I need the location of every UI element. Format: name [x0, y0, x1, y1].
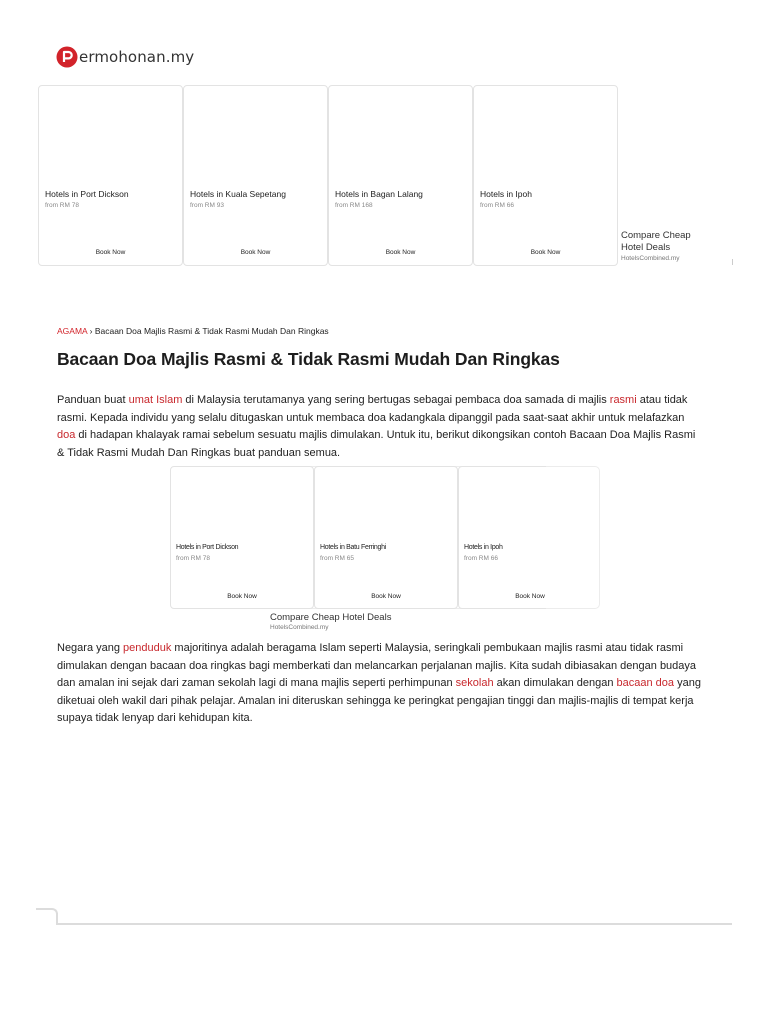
paragraph-text: Negara yang [57, 642, 124, 654]
compare-deals-source: HotelsCombined.my [270, 624, 329, 631]
paragraph-text: atau tidak rasmi. Kepada individu yang selalu ditugaskan untuk membaca doa kadangkala dipanggil pada saat-saat akhir untuk melafazkan [57, 394, 688, 424]
compare-deals-title: Compare Cheap Hotel Deals [270, 612, 392, 623]
breadcrumb-category-link[interactable]: AGAMA [57, 326, 88, 336]
site-logo[interactable] [56, 44, 194, 70]
inline-link-penduduk[interactable]: penduduk [123, 642, 172, 654]
paragraph-text: Panduan buat [57, 394, 129, 406]
hotel-price: from RM 78 [176, 555, 210, 562]
compare-deals-source: HotelsCombined.my [621, 255, 680, 262]
hotel-price: from RM 66 [464, 555, 498, 562]
hotel-ad-card[interactable] [314, 466, 458, 609]
hotel-ad-card[interactable] [170, 466, 314, 609]
compare-deals-link[interactable] [621, 230, 731, 266]
hotel-ad-card[interactable] [458, 466, 546, 609]
hotel-image-placeholder [184, 86, 327, 182]
hotel-ad-card[interactable] [473, 85, 618, 266]
paragraph-text: yang diketuai oleh wakil dari pihak pelajar. Amalan ini diteruskan sehingga ke peringkat pengajian tinggi dan majlis-majlis di tempat kerja supaya tidak lenyap dari kehidupan kita. [57, 677, 701, 724]
book-now-button[interactable]: Book Now [227, 593, 257, 600]
bottom-panel-tab[interactable] [36, 908, 58, 925]
hotel-image-placeholder [474, 86, 617, 182]
book-now-button[interactable]: Book Now [240, 249, 271, 256]
hotel-ad-card[interactable] [328, 85, 473, 266]
book-now-button[interactable]: Book Now [385, 249, 416, 256]
breadcrumb-separator: › [89, 326, 93, 336]
inline-link-sekolah[interactable]: sekolah [455, 677, 494, 689]
hotel-image-placeholder [39, 86, 182, 182]
compare-deals-link[interactable] [270, 612, 391, 631]
hotel-name: Hotels in Kuala Sepetang [190, 189, 286, 199]
hotel-price: from RM 168 [335, 202, 373, 209]
hotel-ad-strip-top [38, 85, 618, 266]
inline-link-umat-islam[interactable]: umat Islam [128, 394, 183, 406]
book-now-button[interactable]: Book Now [95, 249, 126, 256]
hotel-name: Hotels in Bagan Lalang [335, 189, 423, 199]
article-title: Bacaan Doa Majlis Rasmi & Tidak Rasmi Mudah Dan Ringkas [57, 349, 560, 369]
logo-text: ermohonan.my [79, 48, 195, 66]
book-now-button[interactable]: Book Now [515, 593, 545, 600]
inline-link-doa[interactable]: doa [57, 429, 76, 441]
book-now-button[interactable]: Book Now [371, 593, 401, 600]
article-paragraph-intro [57, 392, 705, 462]
compare-deals-title: Compare Cheap Hotel Deals [621, 230, 691, 253]
inline-link-rasmi[interactable]: rasmi [609, 394, 637, 406]
paragraph-text: di hadapan khalayak ramai sebelum sesuatu majlis dimulakan. Untuk itu, berikut dikongsikan contoh Bacaan Doa Majlis Rasmi & Tidak Rasmi Mudah Dan Ringkas buat panduan semua. [57, 429, 696, 459]
paragraph-text: akan dimulakan dengan [493, 677, 617, 689]
hotel-image-placeholder [329, 86, 472, 182]
logo-p-icon [56, 46, 78, 68]
hotel-name: Hotels in Batu Ferringhi [320, 544, 386, 551]
hotel-price: from RM 93 [190, 202, 224, 209]
hotel-name: Hotels in Ipoh [464, 544, 503, 551]
hotel-ad-row [170, 466, 546, 609]
paragraph-text: di Malaysia terutamanya yang sering bertugas sebagai pembaca doa samada di majlis [182, 394, 610, 406]
hotel-name: Hotels in Port Dickson [45, 189, 129, 199]
hotel-price: from RM 66 [480, 202, 514, 209]
book-now-button[interactable]: Book Now [530, 249, 561, 256]
hotel-ad-card[interactable] [38, 85, 183, 266]
bottom-divider [56, 923, 732, 925]
inline-link-bacaan-doa[interactable]: bacaan doa [616, 677, 675, 689]
hotel-ad-card[interactable] [183, 85, 328, 266]
hotel-ad-inline [170, 466, 600, 609]
article-paragraph-body [57, 640, 705, 728]
hotel-price: from RM 65 [320, 555, 354, 562]
ad-edge-marker [732, 259, 733, 265]
hotel-price: from RM 78 [45, 202, 79, 209]
hotel-name: Hotels in Ipoh [480, 189, 532, 199]
breadcrumb-current: Bacaan Doa Majlis Rasmi & Tidak Rasmi Mudah Dan Ringkas [94, 326, 329, 336]
hotel-name: Hotels in Port Dickson [176, 544, 239, 551]
breadcrumb [57, 326, 329, 336]
paragraph-text: majoritinya adalah beragama Islam seperti Malaysia, seringkali pembukaan majlis rasmi atau tidak rasmi dimulakan dengan bacaan doa ringkas bagi memberkati dan melancarkan perjalanan majlis. Kita sudah dibiasakan dengan budaya dan amalan ini sejak dari zaman sekolah lagi di mana majlis seperti perhimpunan [57, 642, 697, 689]
